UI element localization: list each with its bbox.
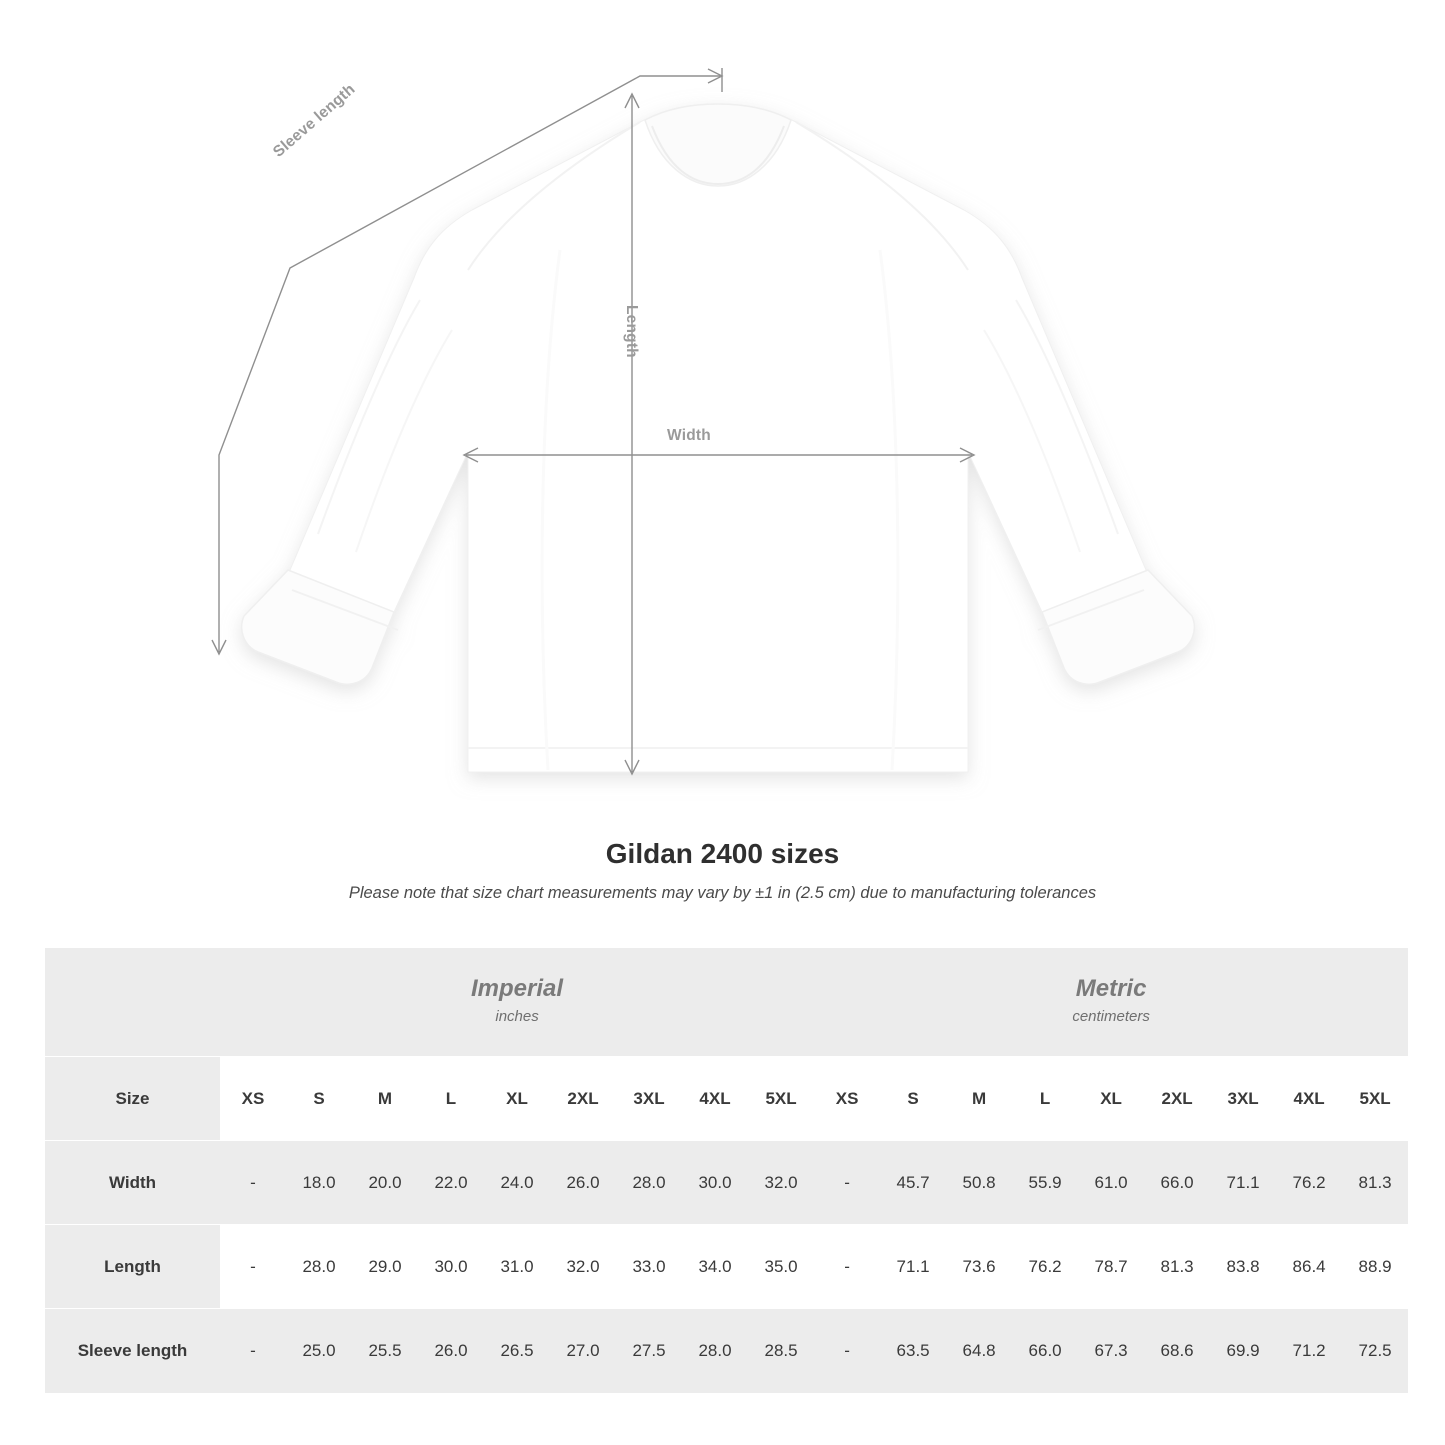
shirt-shape (242, 104, 1195, 772)
title-block (0, 838, 1445, 903)
width-metric-4xl: 76.2 (1276, 1141, 1342, 1225)
sleeve-metric-l: 66.0 (1012, 1309, 1078, 1393)
row-label-width: Width (45, 1141, 220, 1225)
sleeve-imperial-4xl: 28.0 (682, 1309, 748, 1393)
sleeve-metric-4xl: 71.2 (1276, 1309, 1342, 1393)
sleeve-imperial-s: 25.0 (286, 1309, 352, 1393)
width-metric-s: 45.7 (880, 1141, 946, 1225)
col-imperial-3xl: 3XL (616, 1057, 682, 1141)
width-imperial-l: 22.0 (418, 1141, 484, 1225)
length-dimension-label: Length (623, 305, 640, 358)
sleeve-imperial-l: 26.0 (418, 1309, 484, 1393)
width-metric-5xl: 81.3 (1342, 1141, 1408, 1225)
length-metric-s: 71.1 (880, 1225, 946, 1309)
length-imperial-l: 30.0 (418, 1225, 484, 1309)
length-imperial-5xl: 35.0 (748, 1225, 814, 1309)
row-label-sleeve-length: Sleeve length (45, 1309, 220, 1393)
sleeve-metric-3xl: 69.9 (1210, 1309, 1276, 1393)
col-imperial-2xl: 2XL (550, 1057, 616, 1141)
table-row (45, 1225, 1408, 1309)
sleeve-imperial-5xl: 28.5 (748, 1309, 814, 1393)
col-imperial-xl: XL (484, 1057, 550, 1141)
size-chart-table (45, 948, 1408, 1393)
width-dimension-label: Width (667, 427, 711, 444)
unit-header-row (45, 948, 1408, 1057)
sleeve-length-dimension-label: Sleeve length (270, 80, 359, 161)
width-imperial-s: 18.0 (286, 1141, 352, 1225)
table-row (45, 1309, 1408, 1393)
metric-unit-sub: centimeters (1072, 1008, 1150, 1026)
col-metric-m: M (946, 1057, 1012, 1141)
tolerance-note: Please note that size chart measurements may vary by ±1 in (2.5 cm) due to manufacturing tolerances (348, 884, 1097, 902)
width-metric-xl: 61.0 (1078, 1141, 1144, 1225)
length-metric-xl: 78.7 (1078, 1225, 1144, 1309)
sleeve-imperial-xs: - (220, 1309, 286, 1393)
size-header-row (45, 1057, 1408, 1141)
sleeve-imperial-3xl: 27.5 (616, 1309, 682, 1393)
col-metric-2xl: 2XL (1144, 1057, 1210, 1141)
col-metric-s: S (880, 1057, 946, 1141)
row-header-size: Size (45, 1057, 220, 1141)
length-imperial-2xl: 32.0 (550, 1225, 616, 1309)
width-metric-l: 55.9 (1012, 1141, 1078, 1225)
length-metric-5xl: 88.9 (1342, 1225, 1408, 1309)
col-imperial-4xl: 4XL (682, 1057, 748, 1141)
length-imperial-3xl: 33.0 (616, 1225, 682, 1309)
width-imperial-xs: - (220, 1141, 286, 1225)
row-label-length: Length (45, 1225, 220, 1309)
length-imperial-4xl: 34.0 (682, 1225, 748, 1309)
col-metric-4xl: 4XL (1276, 1057, 1342, 1141)
width-metric-2xl: 66.0 (1144, 1141, 1210, 1225)
corner-cell (45, 948, 220, 1057)
metric-unit-name: Metric (1075, 975, 1147, 1003)
col-imperial-m: M (352, 1057, 418, 1141)
sleeve-imperial-m: 25.5 (352, 1309, 418, 1393)
col-imperial-s: S (286, 1057, 352, 1141)
sleeve-metric-s: 63.5 (880, 1309, 946, 1393)
table-row (45, 1141, 1408, 1225)
length-imperial-s: 28.0 (286, 1225, 352, 1309)
width-metric-xs: - (814, 1141, 880, 1225)
col-imperial-xs: XS (220, 1057, 286, 1141)
imperial-unit-name: Imperial (471, 975, 564, 1003)
metric-unit-header (814, 948, 1408, 1057)
width-imperial-m: 20.0 (352, 1141, 418, 1225)
col-metric-l: L (1012, 1057, 1078, 1141)
col-metric-3xl: 3XL (1210, 1057, 1276, 1141)
length-imperial-xs: - (220, 1225, 286, 1309)
length-metric-2xl: 81.3 (1144, 1225, 1210, 1309)
width-metric-m: 50.8 (946, 1141, 1012, 1225)
sleeve-metric-5xl: 72.5 (1342, 1309, 1408, 1393)
length-metric-l: 76.2 (1012, 1225, 1078, 1309)
length-metric-m: 73.6 (946, 1225, 1012, 1309)
imperial-unit-sub: inches (495, 1008, 539, 1026)
sleeve-metric-m: 64.8 (946, 1309, 1012, 1393)
width-imperial-2xl: 26.0 (550, 1141, 616, 1225)
length-metric-3xl: 83.8 (1210, 1225, 1276, 1309)
length-imperial-xl: 31.0 (484, 1225, 550, 1309)
sleeve-imperial-xl: 26.5 (484, 1309, 550, 1393)
width-imperial-4xl: 30.0 (682, 1141, 748, 1225)
col-metric-5xl: 5XL (1342, 1057, 1408, 1141)
length-metric-xs: - (814, 1225, 880, 1309)
col-metric-xs: XS (814, 1057, 880, 1141)
page-title: Gildan 2400 sizes (605, 838, 840, 869)
sleeve-imperial-2xl: 27.0 (550, 1309, 616, 1393)
col-metric-xl: XL (1078, 1057, 1144, 1141)
imperial-unit-header (220, 948, 814, 1057)
col-imperial-l: L (418, 1057, 484, 1141)
width-imperial-5xl: 32.0 (748, 1141, 814, 1225)
sleeve-metric-2xl: 68.6 (1144, 1309, 1210, 1393)
length-metric-4xl: 86.4 (1276, 1225, 1342, 1309)
sleeve-metric-xl: 67.3 (1078, 1309, 1144, 1393)
col-imperial-5xl: 5XL (748, 1057, 814, 1141)
width-imperial-3xl: 28.0 (616, 1141, 682, 1225)
width-imperial-xl: 24.0 (484, 1141, 550, 1225)
width-metric-3xl: 71.1 (1210, 1141, 1276, 1225)
sleeve-metric-xs: - (814, 1309, 880, 1393)
length-imperial-m: 29.0 (352, 1225, 418, 1309)
